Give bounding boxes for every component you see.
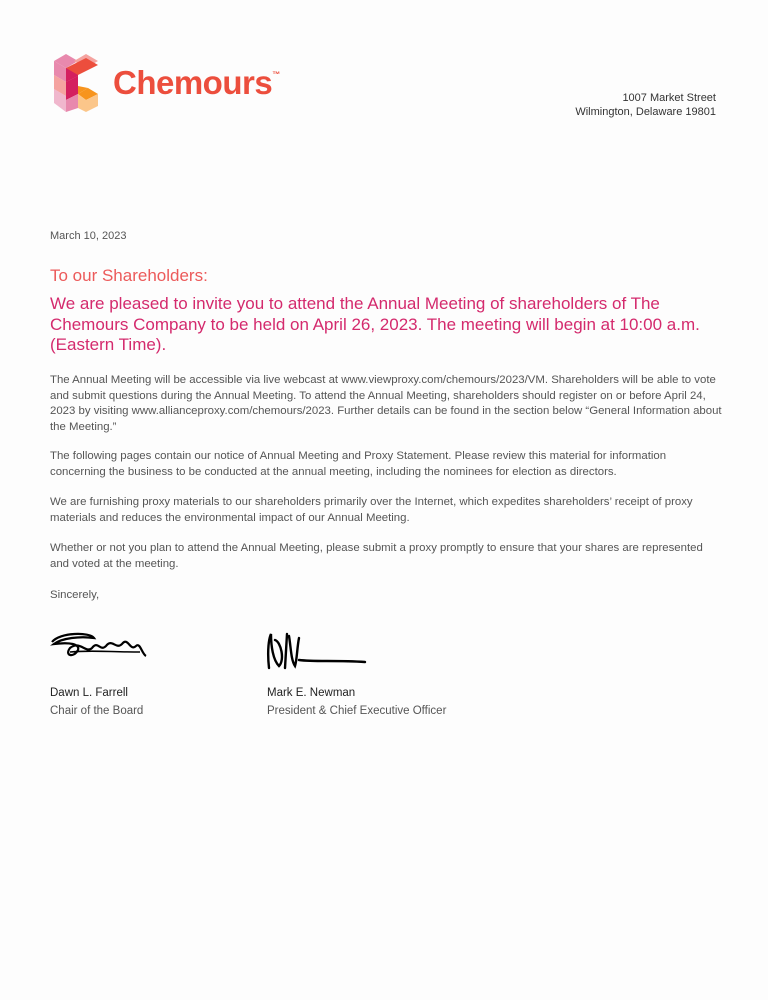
body-paragraph: Whether or not you plan to attend the Annual Meeting, please submit a proxy promptly to ensure that your shares are represented and voted at the meeting. [50,542,703,570]
address-line: Wilmington, Delaware 19801 [575,106,716,118]
company-address [575,91,716,119]
signatory-title: Chair of the Board [50,705,144,717]
body-paragraph: The Annual Meeting will be accessible via live webcast at www.viewproxy.com/chemours/2023/VM. Shareholders will be able to vote and submit questions during the Annual Meeting. To attend the Annual Meeting, shareholders should register on or before April 24, 2023 by visiting www.allianceproxy.com/chemours/2023. Further details can be found in the section below “General Information about the Meeting.” [50,374,722,433]
address-line: 1007 Market Street [622,92,716,104]
signature-newman-icon [265,630,369,672]
body-paragraph: We are furnishing proxy materials to our shareholders primarily over the Internet, which expedites shareholders’ receipt of proxy materials and reduces the environmental impact of our Annual Meeting. [50,496,693,524]
chemours-logo-mark-icon [48,50,116,118]
signature-farrell-icon [50,628,150,662]
company-wordmark: Chemours™ [113,64,280,101]
greeting: To our Shareholders: [50,266,208,285]
signatory-name: Dawn L. Farrell [50,687,128,699]
body-paragraph: The following pages contain our notice of Annual Meeting and Proxy Statement. Please review this material for information concerning the business to be conducted at the annual meeting, including the nominees for election as directors. [50,450,667,478]
invitation-heading: We are pleased to invite you to attend the Annual Meeting of shareholders of The Chemours Company to be held on April 26, 2023. The meeting will begin at 10:00 a.m. (Eastern Time). [50,294,700,354]
closing: Sincerely, [50,589,100,601]
signatory-title: President & Chief Executive Officer [267,705,447,717]
letter-date: March 10, 2023 [50,230,127,242]
signatory-name: Mark E. Newman [267,687,356,699]
